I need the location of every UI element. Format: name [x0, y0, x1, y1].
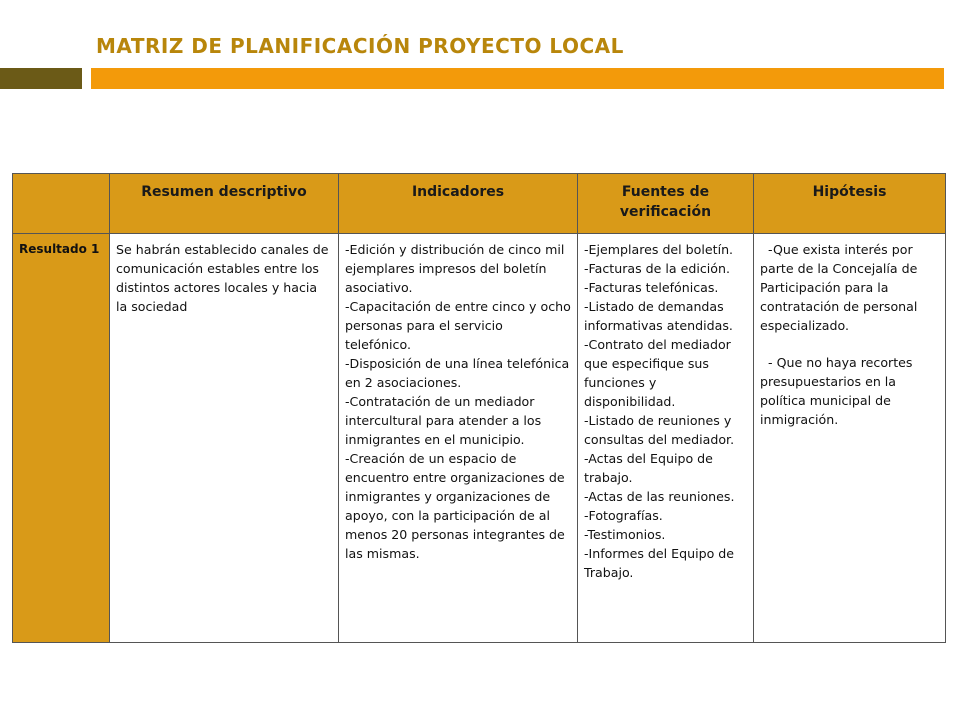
title-bar-dark	[0, 68, 82, 89]
fuente-item: -Actas de las reuniones.	[584, 489, 735, 504]
indicador-item: -Capacitación de entre cinco y ocho personas para el servicio telefónico.	[345, 299, 571, 352]
fuente-item: -Ejemplares del boletín.	[584, 242, 734, 257]
table-row	[13, 234, 946, 643]
title-bar-orange	[91, 68, 944, 89]
cell-resumen: Se habrán establecido canales de comunicación estables entre los distintos actores locales y hacia la sociedad	[110, 234, 339, 643]
row-label: Resultado 1	[13, 234, 110, 643]
header-fuentes: Fuentes de verificación	[578, 174, 754, 234]
indicador-item: -Creación de un espacio de encuentro entre organizaciones de inmigrantes y organizaciones de apoyo, con la participación de al menos 20 personas integrantes de las mismas.	[345, 451, 565, 561]
fuente-item: -Listado de reuniones y consultas del mediador.	[584, 413, 735, 447]
cell-hipotesis	[754, 234, 946, 643]
fuente-item: -Informes del Equipo de Trabajo.	[584, 546, 735, 580]
header-hipotesis: Hipótesis	[754, 174, 946, 234]
page-title: MATRIZ DE PLANIFICACIÓN PROYECTO LOCAL	[96, 34, 624, 58]
indicador-item: -Edición y distribución de cinco mil ejemplares impresos del boletín asociativo.	[345, 242, 565, 295]
cell-fuentes	[578, 234, 754, 643]
header-corner	[13, 174, 110, 234]
cell-indicadores	[339, 234, 578, 643]
fuente-item: -Fotografías.	[584, 508, 663, 523]
header-resumen: Resumen descriptivo	[110, 174, 339, 234]
hipotesis-item: - Que no haya recortes presupuestarios en la política municipal de inmigración.	[760, 355, 917, 427]
hipotesis-item: -Que exista interés por parte de la Concejalía de Participación para la contratación de personal especializado.	[760, 242, 922, 333]
fuente-item: -Testimonios.	[584, 527, 666, 542]
fuente-item: -Listado de demandas informativas atendidas.	[584, 299, 733, 333]
fuente-item: -Actas del Equipo de trabajo.	[584, 451, 713, 485]
indicador-item: -Contratación de un mediador intercultural para atender a los inmigrantes en el municipio.	[345, 394, 542, 447]
fuente-item: -Contrato del mediador que especifique sus funciones y disponibilidad.	[584, 337, 731, 409]
indicador-item: -Disposición de una línea telefónica en 2 asociaciones.	[345, 356, 570, 390]
header-indicadores: Indicadores	[339, 174, 578, 234]
table-header-row	[13, 174, 946, 234]
fuente-item: -Facturas de la edición.	[584, 261, 730, 276]
fuente-item: -Facturas telefónicas.	[584, 280, 719, 295]
planning-matrix-table	[12, 173, 946, 643]
